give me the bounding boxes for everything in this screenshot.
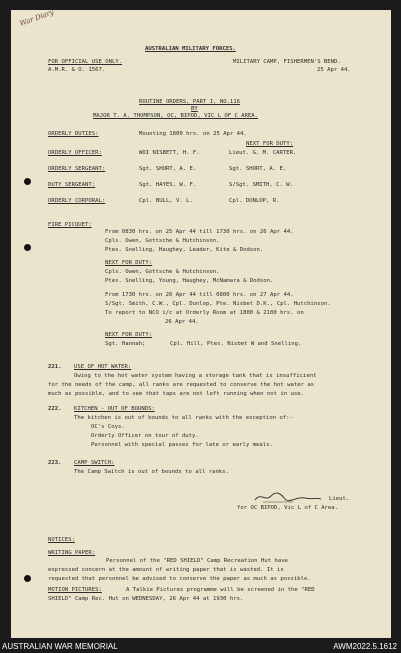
notices-heading: NOTICES: [48, 537, 75, 543]
official-use: FOR OFFICIAL USE ONLY. [48, 59, 123, 65]
duty-row-next: Cpl. DUNLOP, R. [229, 198, 280, 204]
orders-issuer: MAJOR T. A. THOMPSON, OC, BIPOD, VIC L OF C AREA. [93, 113, 259, 119]
orderly-duties-label: ORDERLY DUTIES: [48, 131, 99, 137]
fire-picquet-line: Cpls. Owen, Gottsche & Hutchinson. [105, 238, 220, 244]
fire-picquet-line: From 0830 hrs. on 25 Apr 44 till 1730 hrs. on 26 Apr 44. [105, 229, 294, 235]
fire-picquet-line: 26 Apr 44. [165, 319, 199, 325]
duty-row-next: Sgt. SHORT, A. E. [229, 166, 287, 172]
duty-row-label: ORDERLY OFFICER: [48, 150, 102, 156]
item-number: 222. [48, 406, 62, 412]
footer-institution: AUSTRALIAN WAR MEMORIAL [2, 642, 118, 651]
location: MILITARY CAMP, FISHERMEN'S BEND. [233, 59, 341, 65]
duty-row-next: S/Sgt. SMITH, C. W. [229, 182, 293, 188]
punch-hole [24, 178, 31, 185]
duty-row-next: Lieut. G. M. CARTER. [229, 150, 297, 156]
duty-row-current: WOI NISBETT, H. F. [139, 150, 200, 156]
fire-next-label-2: NEXT FOR DUTY: [105, 332, 153, 338]
punch-hole [24, 575, 31, 582]
item-line: much as possible, and to see that taps are not left running when not in use. [48, 391, 304, 397]
item-number: 223. [48, 460, 62, 466]
fire-next-sergeant: Sgt. Hannah; [105, 341, 146, 347]
punch-hole [24, 244, 31, 251]
signature [253, 490, 323, 504]
signature-rank: Lieut. [329, 496, 350, 502]
notice-line: expressed concern at the amount of writing paper that is wasted. It is [48, 567, 284, 573]
document-page [11, 10, 391, 638]
item-line: The kitchen is out of bounds to all ranks with the exception of:- [74, 415, 293, 421]
orders-title: ROUTINE ORDERS, PART I, NO.116 [139, 99, 241, 105]
fire-picquet-line: Cpls. Owen, Gottsche & Hutchinson. [105, 269, 220, 275]
item-line: Personnel with special passes for late or early meals. [91, 442, 273, 448]
item-line: OC's Coys. [91, 424, 125, 430]
date: 25 Apr 44. [317, 67, 351, 73]
item-line: Owing to the hot water system having a storage tank that is insufficient [74, 373, 317, 379]
motion-pictures-label: MOTION PICTURES: [48, 587, 102, 593]
duty-row-current: Sgt. HAYES, W. F. [139, 182, 197, 188]
duty-row-label: ORDERLY CORPORAL: [48, 198, 106, 204]
item-line: Orderly Officer on tour of duty. [91, 433, 199, 439]
item-title: CAMP SWITCH: [74, 460, 115, 466]
signature-line: for OC BIPOD, Vic L of C Area. [237, 505, 339, 511]
next-for-duty-label: NEXT FOR DUTY: [246, 141, 294, 147]
duty-row-label: DUTY SERGEANT: [48, 182, 96, 188]
item-title: KITCHEN - OUT OF BOUNDS: [74, 406, 155, 412]
footer-reference: AWM2022.5.1612 [333, 642, 397, 651]
duty-row-current: Cpl. BULL, V. L. [139, 198, 193, 204]
fire-next-members: Cpl. Hill, Ptes. Nisbet W and Snelling. [170, 341, 302, 347]
notice-line: Personnel of the "RED SHIELD" Camp Recreation Hut have [106, 558, 288, 564]
orders-by: BY [191, 106, 198, 112]
amr-ref: A.M.R. & O. 1567. [48, 67, 106, 73]
writing-paper-label: WRITING PAPER: [48, 550, 96, 556]
item-title: USE OF HOT WATER: [74, 364, 132, 370]
fire-picquet-line: From 1730 hrs. on 26 Apr 44 till 0800 hrs. on 27 Apr 44. [105, 292, 294, 298]
fire-next-label: NEXT FOR DUTY: [105, 260, 153, 266]
item-line: for the needs of the camp, all ranks are requested to conserve the hot water as [48, 382, 315, 388]
notice-line: A Talkie Pictures programme will be screened in the "RED [126, 587, 315, 593]
archive-footer [0, 640, 401, 653]
fire-picquet-label: FIRE PICQUET: [48, 222, 92, 228]
handwritten-annotation: War Diary [18, 8, 55, 28]
fire-picquet-line: S/Sgt. Smith, C.W., Cpl. Dunlop, Pte. Nisbet D.K., Cpl. Hutchinson. [105, 301, 331, 307]
fire-picquet-line: To report to NCO i/c at Orderly Room at 1800 & 2100 hrs. on [105, 310, 304, 316]
duty-row-label: ORDERLY SERGEANT: [48, 166, 106, 172]
fire-picquet-line: Ptes. Snelling, Haughey, Leader, Kite & Dodson. [105, 247, 264, 253]
item-line: The Camp Switch is out of bounds to all ranks. [74, 469, 229, 475]
heading: AUSTRALIAN MILITARY FORCES. [145, 46, 236, 52]
duty-row-current: Sgt. SHORT, A. E. [139, 166, 197, 172]
notice-line: SHIELD" Camp Rec. Hut on WEDNESDAY, 26 Apr 44 at 1930 hrs. [48, 596, 244, 602]
notice-line: requested that personnel be advised to conserve the paper as much as possible. [48, 576, 311, 582]
fire-picquet-line: Ptes. Snelling, Young, Haughey, McNamara & Dodson. [105, 278, 274, 284]
item-number: 221. [48, 364, 62, 370]
orderly-duties-value: Mounting 1800 hrs. on 25 Apr 44. [139, 131, 247, 137]
